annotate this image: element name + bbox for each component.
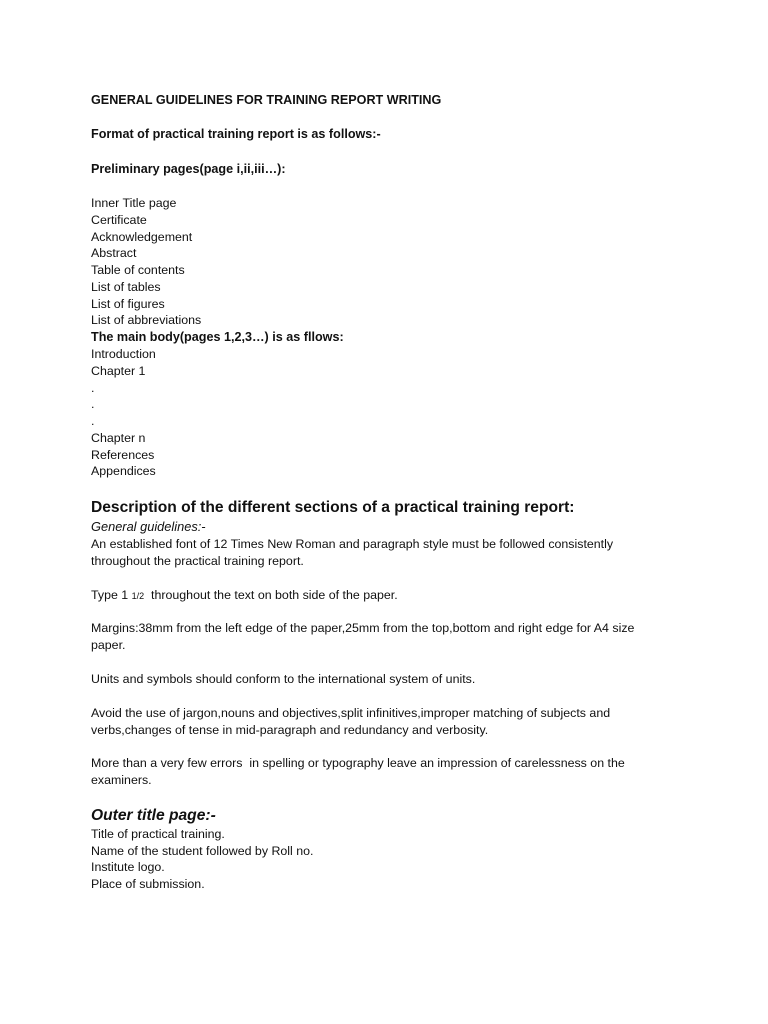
preliminary-pages-heading: Preliminary pages(page i,ii,iii…): <box>91 162 286 176</box>
list-item: Acknowledgement <box>91 229 193 244</box>
general-guidelines-label: General guidelines:- <box>91 519 206 534</box>
spacing-guideline-paragraph <box>91 587 691 604</box>
list-item: . <box>91 380 95 395</box>
paragraph-line: throughout the practical training report. <box>91 553 304 568</box>
type-fraction: 1/2 <box>131 590 145 601</box>
list-item: Name of the student followed by Roll no. <box>91 843 314 858</box>
list-item: Place of submission. <box>91 877 205 892</box>
list-item: . <box>91 397 95 412</box>
type-text-after: throughout the text on both side of the paper. <box>144 587 398 602</box>
list-item: Chapter 1 <box>91 363 146 378</box>
errors-guideline-paragraph <box>91 755 691 789</box>
outer-title-page-list <box>91 826 691 893</box>
paragraph-line <box>91 587 691 604</box>
list-item: Introduction <box>91 347 156 361</box>
margins-guideline-paragraph <box>91 620 691 654</box>
list-item: Chapter n <box>91 430 146 445</box>
paragraph-line: examiners. <box>91 773 152 788</box>
outer-title-page-heading: Outer title page:- <box>91 806 216 824</box>
type-text-before: Type 1 <box>91 587 132 602</box>
list-item: List of figures <box>91 296 165 311</box>
font-guideline-paragraph <box>91 536 691 570</box>
preliminary-pages-list <box>91 195 691 329</box>
list-item: Certificate <box>91 212 147 227</box>
guidelines-body <box>91 536 691 789</box>
paragraph-line: verbs,changes of tense in mid-paragraph and redundancy and verbosity. <box>91 722 489 737</box>
document-content <box>91 92 691 893</box>
main-body-list <box>91 346 691 480</box>
paragraph-line: An established font of 12 Times New Roman and paragraph style must be followed consistently <box>91 537 614 551</box>
format-heading: Format of practical training report is as follows:- <box>91 127 381 141</box>
units-guideline-paragraph <box>91 671 691 688</box>
description-heading: Description of the different sections of a practical training report: <box>91 499 575 516</box>
paragraph-line: Units and symbols should conform to the international system of units. <box>91 671 476 686</box>
paragraph-line: Avoid the use of jargon,nouns and objectives,split infinitives,improper matching of subjects and <box>91 705 611 720</box>
list-item: References <box>91 447 155 462</box>
document-title: GENERAL GUIDELINES FOR TRAINING REPORT WRITING <box>91 93 442 107</box>
jargon-guideline-paragraph <box>91 705 691 739</box>
main-body-heading: The main body(pages 1,2,3…) is as fllows: <box>91 330 344 344</box>
list-item: Inner Title page <box>91 196 177 210</box>
list-item: List of abbreviations <box>91 313 202 328</box>
list-item: Appendices <box>91 464 156 479</box>
paragraph-line: Margins:38mm from the left edge of the paper,25mm from the top,bottom and right edge for A4 size <box>91 621 635 636</box>
paragraph-line: More than a very few errors in spelling or typography leave an impression of carelessness on the <box>91 756 625 771</box>
list-item: Institute logo. <box>91 860 165 875</box>
list-item: List of tables <box>91 279 161 294</box>
list-item: Abstract <box>91 246 137 261</box>
list-item: Title of practical training. <box>91 826 225 841</box>
list-item: . <box>91 414 95 428</box>
list-item: Table of contents <box>91 263 185 277</box>
paragraph-line: paper. <box>91 638 126 653</box>
